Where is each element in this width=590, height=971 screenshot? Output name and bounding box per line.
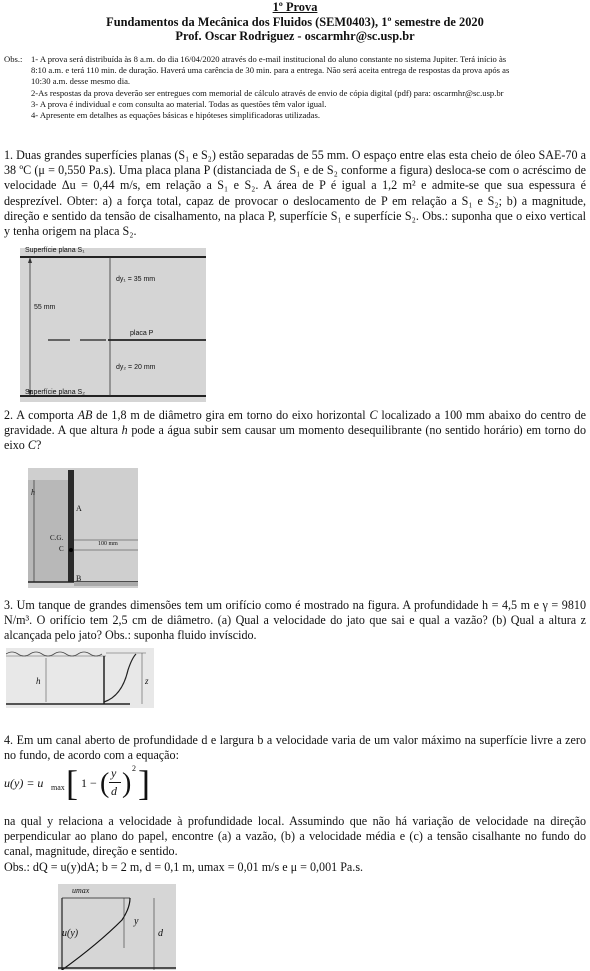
label-plate: placa P (130, 330, 154, 337)
q2-text-a: 2. A comporta (4, 408, 78, 422)
label-uy: u(y) (62, 928, 79, 939)
question-4-text-2: na qual y relaciona a velocidade à profundidade local. Assumindo que não há variação de velocidade na direção perpendicular ao plano do papel, encontre (a) a vazão, (b) a velocidade média e (c) a tensão cisalhante no fundo do canal, magnitude, direção e sentido. (4, 814, 586, 859)
channel-profile-diagram (58, 884, 176, 970)
q2-c2: C (27, 438, 36, 453)
eq-den: d (111, 784, 117, 798)
label-s1: Superfície plana S₁ (25, 247, 85, 254)
observations (4, 54, 584, 121)
exam-header (0, 0, 590, 44)
q2-c: C (369, 408, 378, 422)
gate-diagram (28, 468, 138, 588)
q2-text-c: localizado a 100 mm abaixo do centro de gravidade. A que altura (4, 408, 586, 438)
eq-paren-right: ) (122, 768, 132, 799)
label-y: y (134, 916, 139, 927)
label-d: d (158, 928, 163, 939)
label-gap: 55 mm (34, 304, 56, 311)
label-h: h (36, 676, 41, 686)
eq-pow: 2 (132, 764, 136, 773)
question-4-text-3: Obs.: dQ = u(y)dA; b = 2 m, d = 0,1 m, umax = 0,01 m/s e μ = 0,001 Pa.s. (4, 860, 364, 874)
question-1-text: 1. Duas grandes superfícies planas (S₁ e S₂) estão separadas de 55 mm. O espaço entre elas esta cheio de óleo SAE-70 a 38 ºC (μ = 0,550 Pa.s). Uma placa plana P (distanciada de S₁ e de S₂ conforme a figura) desloca-se com o acréscimo de velocidade Δu = 0,44 m/s, em relação a S₁ e S₂. A área de P é igual a 1,2 m² e admite-se que sua espessura é desprezível. Obter: a) a força total, capaz de provocar o deslocamento de P em relação a S₁ e S₂; b) a magnitude, direção e sentido da tensão de cisalhamento, na placa P, superfície S₁ e superfície S₂. Obs.: suponha que o eixo vertical y tenha origem na placa S₂. (4, 148, 586, 239)
q2-text-e: ? (35, 438, 42, 453)
exam-title: 1º Prova (272, 0, 318, 14)
question-3-text: 3. Um tanque de grandes dimensões tem um orifício como é mostrado na figura. A profundidade h = 4,5 m e γ = 9810 N/m³. O orifício tem 2,5 cm de diâmetro. (a) Qual a velocidade do jato que sai e qual a vazão? (b) Qual a altura z alcançada pelo jato? Obs.: suponha fluido invíscido. (4, 598, 586, 643)
obs-item-1c: 10:30 a.m. desse mesmo dia. (31, 76, 131, 87)
label-c: C (59, 545, 64, 553)
q2-text-b: de 1,8 m de diâmetro gira em torno do eixo horizontal (92, 408, 370, 422)
obs-label: Obs.: (4, 54, 23, 64)
label-100mm: 100 mm (98, 541, 118, 547)
question-2-figure (28, 468, 138, 588)
label-umax: umax (72, 886, 90, 895)
eq-bracket-left: [ (66, 763, 78, 803)
label-z: z (145, 676, 149, 686)
eq-paren-left: ( (100, 768, 110, 799)
eq-bracket-right: ] (138, 763, 150, 803)
obs-item-1b: 8:10 a.m. e terá 110 min. de duração. Haverá uma carência de 30 min. para a entrega. Não será aceita entrega de respostas da prova após as (31, 65, 510, 76)
eq-lhs: u(y) = u (4, 776, 44, 790)
parallel-plates-diagram (20, 248, 206, 402)
label-dy1: dy₁ = 35 mm (116, 276, 156, 283)
question-2-text (4, 408, 586, 454)
question-1-figure (20, 248, 206, 402)
eq-fraction-bar (109, 782, 121, 783)
professor-line: Prof. Oscar Rodriguez - oscarmhr@sc.usp.br (175, 29, 415, 43)
obs-item-4: 4- Apresente em detalhes as equações básicas e hipóteses simplificadoras utilizadas. (31, 110, 320, 121)
label-h: h (31, 488, 35, 497)
question-3-figure (6, 648, 154, 708)
question-4-figure (58, 884, 176, 970)
label-b: B (76, 574, 82, 583)
question-4-text-1: 4. Em um canal aberto de profundidade d e largura b a velocidade varia de um valor máximo na superfície livre a zero no fundo, de acordo com a equação: (4, 733, 586, 763)
eq-num: y (111, 766, 117, 780)
label-s2: Superfície plana S₂ (25, 389, 85, 396)
obs-item-1a: 1- A prova será distribuída às 8 a.m. do dia 16/04/2020 através do e-mail institucional do aluno constante no sistema Jupiter. Terá início às (31, 54, 507, 64)
label-dy2: dy₂ = 20 mm (116, 364, 156, 371)
label-cg: C.G. (50, 534, 64, 542)
eq-sub: max (51, 783, 65, 792)
tank-diagram (6, 648, 154, 708)
obs-item-2: 2-As respostas da prova deverão ser entregues com memorial de cálculo através de envio de cópia digital (pdf) para: oscarmhr@sc.usp.br (31, 87, 504, 98)
label-a: A (76, 504, 82, 513)
course-title: Fundamentos da Mecânica dos Fluidos (SEM0403), 1º semestre de 2020 (106, 14, 484, 29)
q2-text-d: pode a água subir sem causar um momento desequilibrante (no sentido horário) em torno do eixo (4, 423, 586, 453)
q2-h: h (121, 423, 128, 438)
obs-item-3: 3- A prova é individual e com consulta ao material. Todas as questões têm valor igual. (31, 98, 327, 109)
eq-one: 1 − (81, 776, 97, 790)
q2-ab: AB (77, 408, 93, 422)
velocity-equation (4, 764, 154, 808)
